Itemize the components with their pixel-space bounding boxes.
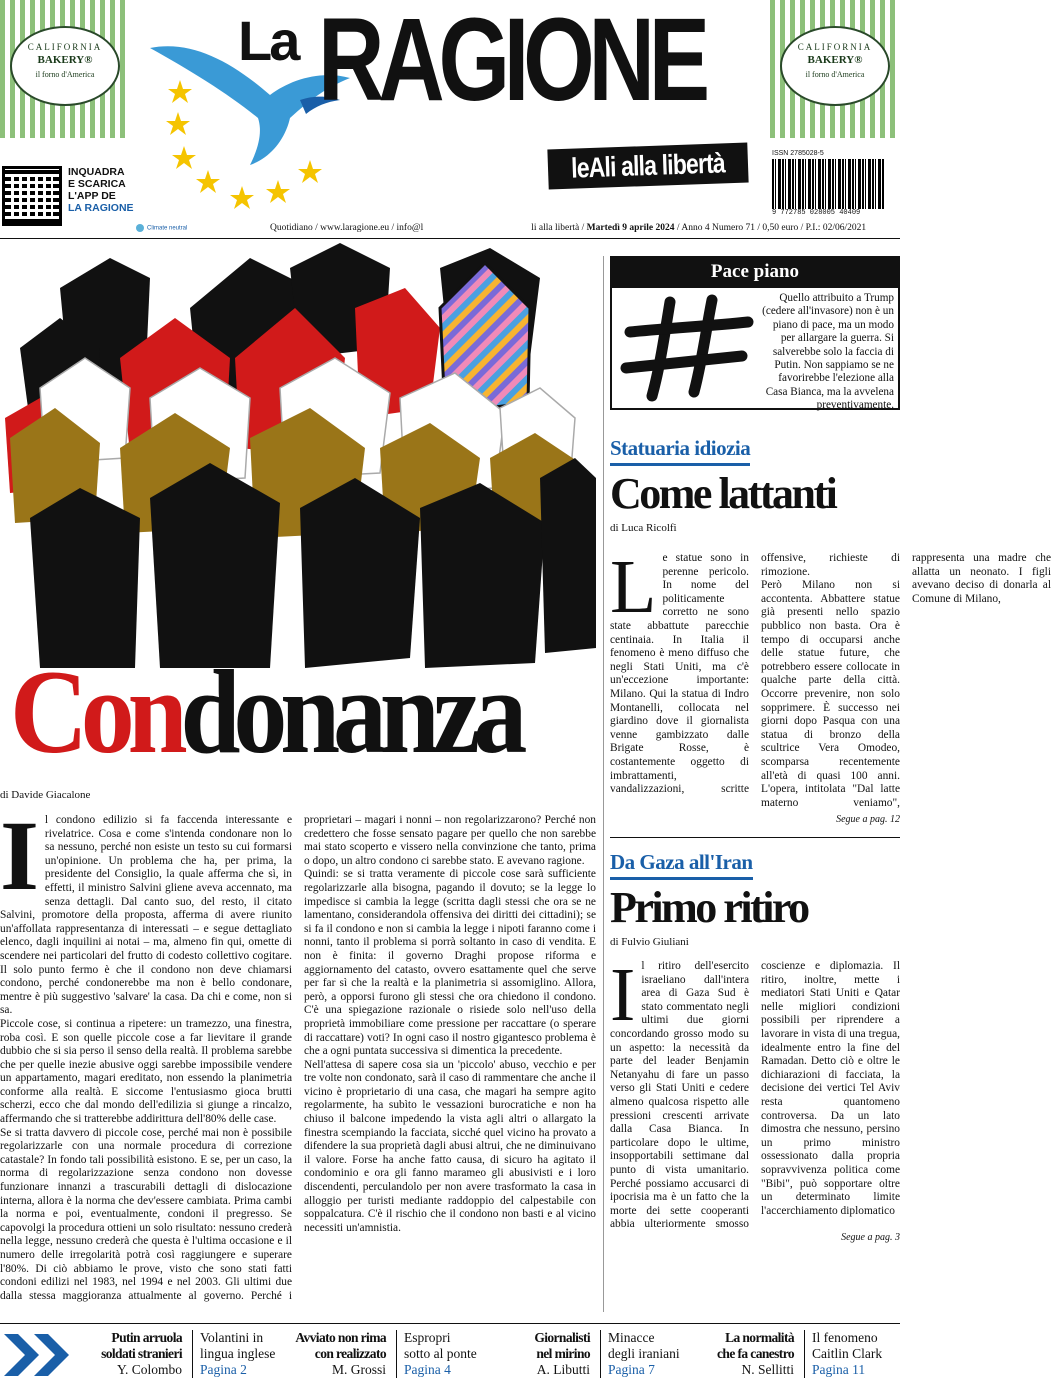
- issn-barcode: [772, 150, 884, 217]
- infoline-motto: li alla libertà /: [531, 223, 587, 233]
- app-promo-line: L'APP DE: [68, 190, 116, 202]
- ad-brand-line3: il forno d'America: [35, 70, 95, 79]
- teaser-page: Pagina 2: [200, 1362, 247, 1377]
- teaser-title: La normalità: [725, 1330, 794, 1345]
- teaser-author: N. Sellitti: [741, 1362, 794, 1377]
- statue-continued[interactable]: Segue a pag. 12: [836, 814, 900, 825]
- teaser-divider: [396, 1330, 397, 1378]
- kicker-text: Da Gaza all'Iran: [610, 850, 753, 880]
- teaser-title: degli iraniani: [608, 1346, 680, 1361]
- app-promo-line: LA RAGIONE: [68, 202, 134, 214]
- hashtag-icon: [620, 292, 755, 404]
- ad-logo: [780, 26, 890, 106]
- teaser-author: Y. Colombo: [116, 1362, 182, 1377]
- houses-illustration: [0, 248, 596, 668]
- teaser-title: Putin arruola: [111, 1330, 182, 1345]
- article-paragraph: l ritiro dell'esercito israeliano dall'intera area di Gaza Sud è stato commentato negli ultimi due giorni concordando grosso modo su un aspetto: la necessità da parte del leader Benjamin Netanyahu di fare un passo verso gli Stati Uniti e cedere almeno qualcosa rispetto alle pressioni crescenti arrivate dalla Casa Bianca. In particolare dopo le ultime, insopportabili settimane dal punto di vista umanitario. Perché possiamo accusarci di ipocrisia ma è un fatto che la morte dei sette cooperanti abbia ulteriormente smosso coscienze e diplomazia. Il ritiro, inoltre, mette i mediatori Stati Uniti e Qatar nelle migliori condizioni possibili per riprendere a lavorare in vista di una tregua, idealmente entro la fine del Ramadan. Detto ciò e oltre le dichiarazioni di facciata, la decisione dei vertici Tel Aviv resta quantomeno controversa. Da un lato dimostra che nessuno, persino un primo ministro ossessionato dalla propria sopravvivenza politica come "Bibi", può sopportare oltre un determinato limite l'accerchiamento diplomatico: [610, 960, 900, 1231]
- column-divider: [603, 256, 604, 1312]
- gaza-continued[interactable]: Segue a pag. 3: [841, 1232, 900, 1243]
- masthead-title: RAGIONE: [318, 0, 704, 126]
- ad-brand-line3: il forno d'America: [805, 70, 865, 79]
- main-byline: di Davide Giacalone: [0, 789, 91, 801]
- infoline-site: Quotidiano / www.laragione.eu / info@l: [270, 223, 424, 233]
- teaser-title: con realizzato: [314, 1346, 386, 1361]
- teaser-espropri[interactable]: [404, 1330, 494, 1378]
- barcode-addon: 40409: [839, 209, 861, 217]
- barcode-number: [772, 209, 884, 217]
- gaza-article: [610, 953, 900, 1232]
- app-promo-line: E SCARICA: [68, 178, 126, 190]
- infoline-issue: / Anno 4 Numero 71 / 0,50 euro / P.I.: 02/06/2021: [674, 223, 867, 233]
- gaza-headline[interactable]: Primo ritiro: [610, 883, 808, 932]
- teaser-fenomeno[interactable]: [812, 1330, 898, 1378]
- masthead-tagline: [547, 143, 748, 190]
- issn-text: ISSN 2785028-5: [772, 150, 824, 157]
- footer-rule: [0, 1323, 900, 1324]
- teaser-minacce[interactable]: [608, 1330, 698, 1378]
- headline-red-part: Con: [10, 645, 181, 778]
- gaza-article-block: [610, 837, 900, 1243]
- teaser-divider: [600, 1330, 601, 1378]
- dropcap: L: [610, 545, 657, 629]
- main-article: [0, 800, 596, 1314]
- teaser-page: Pagina 4: [404, 1362, 451, 1377]
- double-chevron-icon: [4, 1334, 74, 1376]
- article-paragraph: e statue sono in perenne pericolo. In nome del politicamente corretto ne sono state abbattute parecchie centinaia. In Italia il fenomeno è meno diffuso che negli Stati Uniti, ma c'è un'eccezione importante: Milano. Qui la statua di Indro Montanelli, collocata nel giardino dove il giornalista venne gambizzato dalle Brigate Rosse, è costantemente oggetto di imbrattamenti, vandalizzazioni, scritte offensive, richieste di rimozione.: [610, 552, 900, 796]
- ad-logo: [10, 26, 120, 106]
- teaser-avviato[interactable]: [280, 1330, 386, 1378]
- teaser-title: Giornalisti: [534, 1330, 590, 1345]
- dropcap: I: [0, 800, 39, 911]
- ad-brand-line2: BAKERY®: [37, 54, 93, 66]
- app-promo-text: [68, 166, 158, 214]
- gaza-kicker: [610, 850, 900, 880]
- teaser-volantini[interactable]: [200, 1330, 290, 1378]
- teaser-title: soldati stranieri: [101, 1346, 182, 1361]
- teaser-title: Minacce: [608, 1330, 655, 1345]
- article-paragraph: Nell'attesa di sapere cosa sia un 'piccolo' abuso, vecchio e per tre volte non condonato, sarà il caso di rammentare che anche il vicino è proprietario di una casa, che magari ha sempre agito regolarmente, ha subìto le vessazioni burocratiche e non ha chiuso il balcone impedendo la vista agli altri o allargato la finestra scempiando la facciata, sicché quel vicino ha provato a difendere la sua proprietà dagli abusi altrui, che ne diminuivano il valore. Forse ha anche fatto causa, di sicuro ha agitato il condominio e ora gli fanno marameo gli abusivisti e i loro discendenti, perculandolo per non avere trasformato la casa in alloggio per turisti mediante raddoppio del calpestabile con soppalcatura. C'è il rischio che il condono non basti e al vicino necessiti un'amnistia.: [304, 1058, 596, 1234]
- ad-california-bakery-right[interactable]: [770, 0, 900, 138]
- edition-info-line: [270, 223, 900, 233]
- right-column: [610, 256, 1051, 1243]
- article-paragraph: Però Milano non si accontenta. Abbattere statue già presenti nello spazio pubblico non basta. Ora è tempo di occuparsi anche delle statue future, che potrebbero essere collocate in qualche parte della città. Occorre prevenire, non solo sopprimere. È successo nei giorni dopo Pasqua con una statua di bronzo della scultrice Vera Omodeo, scomparsa recentemente all'età di quasi 100 anni. L'opera, intitolata "Dal latte materno veniamo", rappresenta una madre che allatta un neonato. I figli avevano deciso di donarla al Comune di Milano,: [761, 552, 1051, 809]
- ad-brand-line1: CALIFORNIA: [797, 42, 873, 52]
- tagline-text: leAli alla libertà: [570, 147, 726, 184]
- main-headline[interactable]: [10, 645, 521, 778]
- article-paragraph: l condono edilizio si fa faccenda interessante e rivelatrice. Cosa e come s'intenda condonare non lo sa nessuno, perché non esiste un testo su cui formarsi un'opinione. Un problema che ha, per prima, la presidente del Consiglio, la quale afferma che sì, in effetti, il ministro Salvini gliene aveva accennato, ma senza dettagli. Dal canto suo, del resto, il citato Salvini, promotore della proposta, afferma di avere riunito un'affollata rappresentanza di interessati – e segue dettagliato elenco, dagli inquilini ai notai – ma, almeno fin qui, omette di scendere nei particolari del frutto di codesto collettivo cogitare. Il solo punto fermo è che il condono non deve chiamarsi condono, perché condonerebbe ma non è bello condonare, mentre è più suggestivo 'salvare' la casa. Da chi e come, non si sa.: [0, 814, 292, 1017]
- pace-header[interactable]: Pace piano: [610, 256, 900, 288]
- ad-brand-line2: BAKERY®: [807, 54, 863, 66]
- ad-california-bakery-left[interactable]: [0, 0, 130, 138]
- article-paragraph: Se si tratta davvero di piccole cose, perché mai non è possibile regolarizzarle con una normale procedura di correzione catastale? In fondo tali possibilità esistono. E se, per un caso, la norma di regolarizzazione senza condono non dovesse funzionare innanzi a trascurabili dettagli di dislocazione interna, allora è la norma che dev'essere cambiata. Prima cambi la norma e poi, eventualmente, condoni il pregresso. Se capovolgi la procedura ottieni un solo risultato: nessuno crederà nella legge, nessuno crederà che questa è l'ultima occasione e il numero delle irregolarità potrà così raggiungere e superare l'80%. Di ciò abbiamo le prove, visto che sono stati fatti condoni edilizi nel 1983, nel 1994 e nel 2003. Gli ultimi due dalla stessa maggioranza attualmente al governo. Perché i proprietari – magari i nonni – non regolarizzarono? Perché non credettero che fosse sensato pagare per quello che non sarebbe mai stato scoperto e vissero nella convinzione che tanto, prima o dopo, un altro condono ci sarebbe stato. E avevano ragione.: [0, 814, 596, 1302]
- pace-box: [610, 288, 900, 410]
- teaser-author: A. Libutti: [536, 1362, 590, 1377]
- statue-article: [610, 545, 1051, 814]
- gaza-byline: di Fulvio Giuliani: [610, 936, 689, 948]
- teaser-page: Pagina 7: [608, 1362, 655, 1377]
- teaser-title: che fa canestro: [717, 1346, 794, 1361]
- issue-date: Martedì 9 aprile 2024: [586, 223, 675, 233]
- statue-kicker: [610, 436, 900, 466]
- teaser-normalita[interactable]: [696, 1330, 794, 1378]
- teaser-author: M. Grossi: [331, 1362, 386, 1377]
- teaser-divider: [804, 1330, 805, 1378]
- masthead-title-la: La: [238, 9, 298, 72]
- ad-brand-line1: CALIFORNIA: [27, 42, 103, 52]
- masthead-rule: [0, 238, 900, 239]
- pace-text: Quello attribuito a Trump (cedere all'invasore) non è un piano di pace, ma un modo per allargare la guerra. Si salverebbe solo la faccia di Putin. Non sappiamo se ne favorirebbe l'elezione alla Casa Bianca, ma la avvelena preventivamente.: [762, 292, 894, 412]
- teaser-title: Il fenomeno: [812, 1330, 878, 1345]
- headline-black-part: donanza: [180, 645, 521, 778]
- statue-article-block: [610, 436, 1051, 825]
- teaser-title: Avviato non rima: [295, 1330, 386, 1345]
- teaser-title: Espropri: [404, 1330, 451, 1345]
- teaser-divider: [192, 1330, 193, 1378]
- issn-code: [772, 150, 884, 157]
- kicker-text: Statuaria idiozia: [610, 436, 750, 466]
- statue-byline: di Luca Ricolfi: [610, 522, 677, 534]
- barcode-number-text: 9 772785 028005: [772, 209, 836, 217]
- climate-neutral-badge: Climate neutral: [136, 224, 187, 232]
- teaser-title: nel mirino: [536, 1346, 590, 1361]
- teaser-title: sotto al ponte: [404, 1346, 477, 1361]
- statue-headline[interactable]: Come lattanti: [610, 469, 836, 518]
- masthead: [0, 0, 900, 233]
- teaser-title: Caitlin Clark: [812, 1346, 883, 1361]
- dropcap: I: [610, 953, 636, 1037]
- article-paragraph: Quindi: se si tratta veramente di piccole cose sarà sufficiente regolarizzarle alla bisogna, pagando il dovuto; se la legge lo impedisce si cambia la legge (scritta dagli stessi che ora se ne lamentano, considerandola offensiva dei diritti dei cittadini); se si fa il condono e non si cambia la legge i nipoti faranno come i nonni, tanto il problema si porrà soltanto in caso di vendita. E non è finita: il governo Draghi propose riforma e aggiornamento del catasto, ovvero esattamente quel che serve per far sì che la realtà e la planimetria si assomiglino. Allora, però, a opporsi furono gli stessi che ora chiedono il condono. C'è una spiegazione razionale o risiede solo nell'uso della proprietà immobiliare come pressione per raccattare (o sperare di raccattare) voti? In ogni caso il nostro gigantesco problema è che a ogni puntata successiva si dimentica la precedente.: [304, 868, 596, 1058]
- article-paragraph: Piccole cose, si continua a ripetere: un tramezzo, una finestra, roba così. E son quelle piccole cose a far lievitare il grande dubbio che si sia perso il senso della realtà. Il problema sarebbe che per quelle inezie abusive oggi sarebbe impossibile vendere un appartamento, magari ereditato, non essendo la planimetria conforme alla realtà. E siccome l'entusiasmo gioca brutti scherzi, ecco che dal mondo dell'edilizia si giunge a rincalzo, affermando che si tratterebbe addirittura dell'80% delle case.: [0, 1017, 292, 1126]
- app-promo-line: INQUADRA: [68, 166, 125, 178]
- teaser-title: lingua inglese: [200, 1346, 276, 1361]
- barcode-icon: [772, 159, 884, 209]
- teaser-title: Volantini in: [200, 1330, 264, 1345]
- teaser-page: Pagina 11: [812, 1362, 866, 1377]
- qr-code-icon[interactable]: [2, 166, 62, 226]
- teaser-putin[interactable]: [90, 1330, 182, 1378]
- teaser-giornalisti[interactable]: [500, 1330, 590, 1378]
